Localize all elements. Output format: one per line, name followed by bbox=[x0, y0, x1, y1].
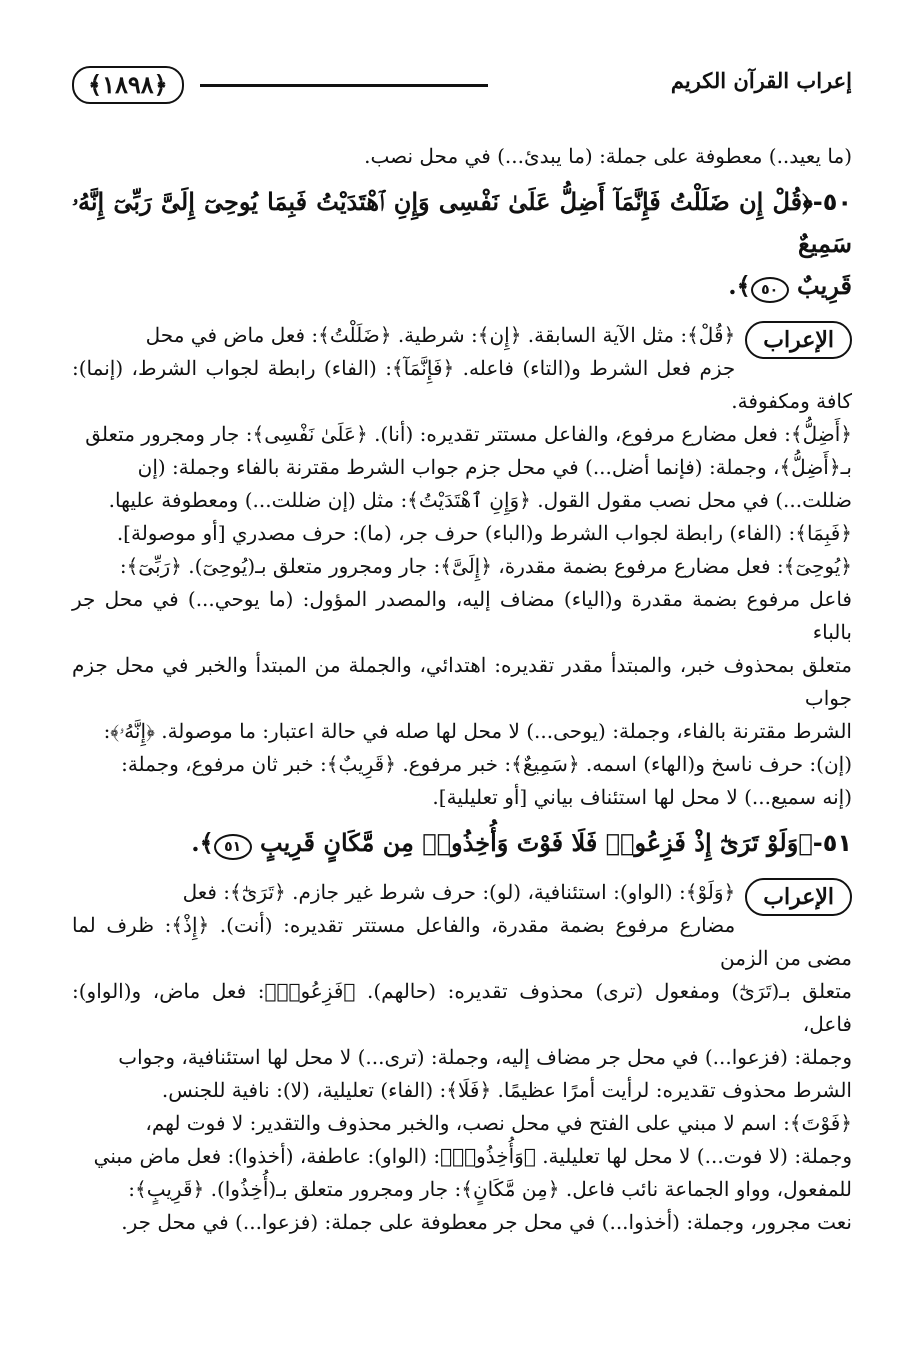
irab-line: الشرط محذوف تقديره: لرأيت أمرًا عظيمًا. ﴿فَلَا﴾: (الفاء) تعليلية، (لا): نافية للجنس. bbox=[161, 1078, 852, 1102]
page-header bbox=[72, 62, 852, 108]
header-rule bbox=[200, 84, 488, 87]
irab-line: للمفعول، وواو الجماعة نائب فاعل. ﴿مِن مَّكَانٍ﴾: جار ومجرور متعلق بـ(أُخِذُوا). ﴿قَرِيبٍ﴾: bbox=[128, 1177, 852, 1201]
irab-line: ﴿أَضِلُّ﴾: فعل مضارع مرفوع، والفاعل مستتر تقديره: (أنا). ﴿عَلَىٰ نَفْسِى﴾: جار ومجرور متعلق bbox=[85, 422, 852, 446]
verse-50 bbox=[72, 181, 852, 307]
verse-text: ﴿وَلَوْ تَرَىٰٓ إِذْ فَزِعُوا۟ فَلَا فَوْتَ وَأُخِذُوا۟ مِن مَّكَانٍ قَرِيبٍ bbox=[260, 828, 813, 857]
irab-line: مضارع مرفوع بضمة مقدرة، والفاعل مستتر تقديره: (أنت). ﴿إِذْ﴾: ظرف لما مضى من الزمن bbox=[72, 913, 852, 970]
irab-line: متعلق بـ(تَرَىٰٓ) ومفعول (ترى) محذوف تقديره: (حالهم). ﴿فَزِعُوا۟﴾: فعل ماض، و(الواو): فاعل، bbox=[72, 979, 852, 1036]
page-number: ﴿١٨٩٨﴾ bbox=[72, 66, 184, 104]
irab-section-50 bbox=[72, 319, 852, 814]
irab-line: ضللت...) في محل نصب مقول القول. ﴿وَإِنِ ٱهْتَدَيْتُ﴾: مثل (إن ضللت...) ومعطوفة عليها. bbox=[108, 488, 852, 512]
irab-line: وجملة: (فزعوا...) في محل جر مضاف إليه، وجملة: (ترى...) لا محل لها استئنافية، وجواب bbox=[118, 1045, 852, 1069]
irab-line: بـ﴿أَضِلُّ﴾، وجملة: (فإنما أضل...) في محل جزم جواب الشرط مقترنة بالفاء وجملة: (إن bbox=[137, 455, 852, 479]
irab-line: نعت مجرور، وجملة: (أخذوا...) في محل جر معطوفة على جملة: (فزعوا...) في محل جر. bbox=[121, 1210, 852, 1234]
irab-line: فاعل مرفوع بضمة مقدرة و(الياء) مضاف إليه، والمصدر المؤول: (ما يوحي...) في محل جر بالباء bbox=[72, 587, 852, 644]
verse-end-marker: ٥٠ bbox=[751, 277, 789, 303]
intro-line: (ما يعيد..) معطوفة على جملة: (ما يبدئ...) في محل نصب. bbox=[364, 144, 852, 168]
irab-line: ﴿فَوْتَ﴾: اسم لا مبني على الفتح في محل نصب، والخبر محذوف والتقدير: لا فوت لهم، bbox=[145, 1111, 852, 1135]
verse-number: ٥١- bbox=[812, 829, 852, 857]
verse-text-line-2: قَرِيبٌ bbox=[797, 271, 852, 300]
irab-line: متعلق بمحذوف خبر، والمبتدأ مقدر تقديره: اهتدائي، والجملة من المبتدأ والخبر في محل جزم جواب bbox=[72, 653, 852, 710]
irab-line: ﴿يُوحِىٓ﴾: فعل مضارع مرفوع بضمة مقدرة، ﴿إِلَىَّ﴾: جار ومجرور متعلق بـ(يُوحِىٓ). ﴿رَبِّىٓ﴾: bbox=[119, 554, 852, 578]
book-title: إعراب القرآن الكريم bbox=[670, 68, 852, 93]
irab-line: ﴿قُلْ﴾: مثل الآية السابقة. ﴿إِن﴾: شرطية. ﴿ضَلَلْتُ﴾: فعل ماض في محل bbox=[145, 323, 736, 347]
irab-line: جزم فعل الشرط و(التاء) فاعله. ﴿فَإِنَّمَآ﴾: (الفاء) رابطة لجواب الشرط، (إنما): كافة ومكفوفة. bbox=[72, 356, 852, 413]
irab-line: (إن): حرف ناسخ و(الهاء) اسمه. ﴿سَمِيعٌ﴾: خبر مرفوع. ﴿قَرِيبٌ﴾: خبر ثان مرفوع، وجملة: bbox=[121, 752, 852, 776]
irab-line: (إنه سميع...) لا محل لها استئناف بياني [أو تعليلية]. bbox=[432, 785, 852, 809]
irab-label-badge: الإعراب bbox=[745, 321, 852, 359]
verse-close: ﴾. bbox=[728, 271, 751, 300]
irab-section-51 bbox=[72, 876, 852, 1239]
verse-text-line-1: ﴿قُلْ إِن ضَلَلْتُ فَإِنَّمَآ أَضِلُّ عَلَىٰ نَفْسِى وَإِنِ ٱهْتَدَيْتُ فَبِمَا يُوحِىٓ إِلَىَّ رَبِّىٓ إِنَّهُۥ سَمِيعٌ bbox=[72, 187, 852, 258]
irab-line: وجملة: (لا فوت...) لا محل لها تعليلية. ﴿وَأُخِذُوا۟﴾: (الواو): عاطفة، (أخذوا): فعل ماض مبني bbox=[93, 1144, 852, 1168]
page-body bbox=[72, 140, 852, 1239]
irab-line: الشرط مقترنة بالفاء، وجملة: (يوحى...) لا محل لها صله في حالة اعتبار: ما موصولة. ﴿إِنَّهُۥ﴾: bbox=[103, 719, 852, 743]
irab-line: ﴿وَلَوْ﴾: (الواو): استئنافية، (لو): حرف شرط غير جازم. ﴿تَرَىٰٓ﴾: فعل bbox=[182, 880, 736, 904]
irab-label-badge: الإعراب bbox=[745, 878, 852, 916]
verse-51 bbox=[72, 822, 852, 864]
verse-end-marker: ٥١ bbox=[214, 834, 252, 860]
verse-close: ﴾. bbox=[191, 828, 214, 857]
verse-number: ٥٠- bbox=[812, 188, 852, 216]
irab-line: ﴿فَبِمَا﴾: (الفاء) رابطة لجواب الشرط و(الباء) حرف جر، (ما): حرف مصدري [أو موصولة]. bbox=[116, 521, 852, 545]
